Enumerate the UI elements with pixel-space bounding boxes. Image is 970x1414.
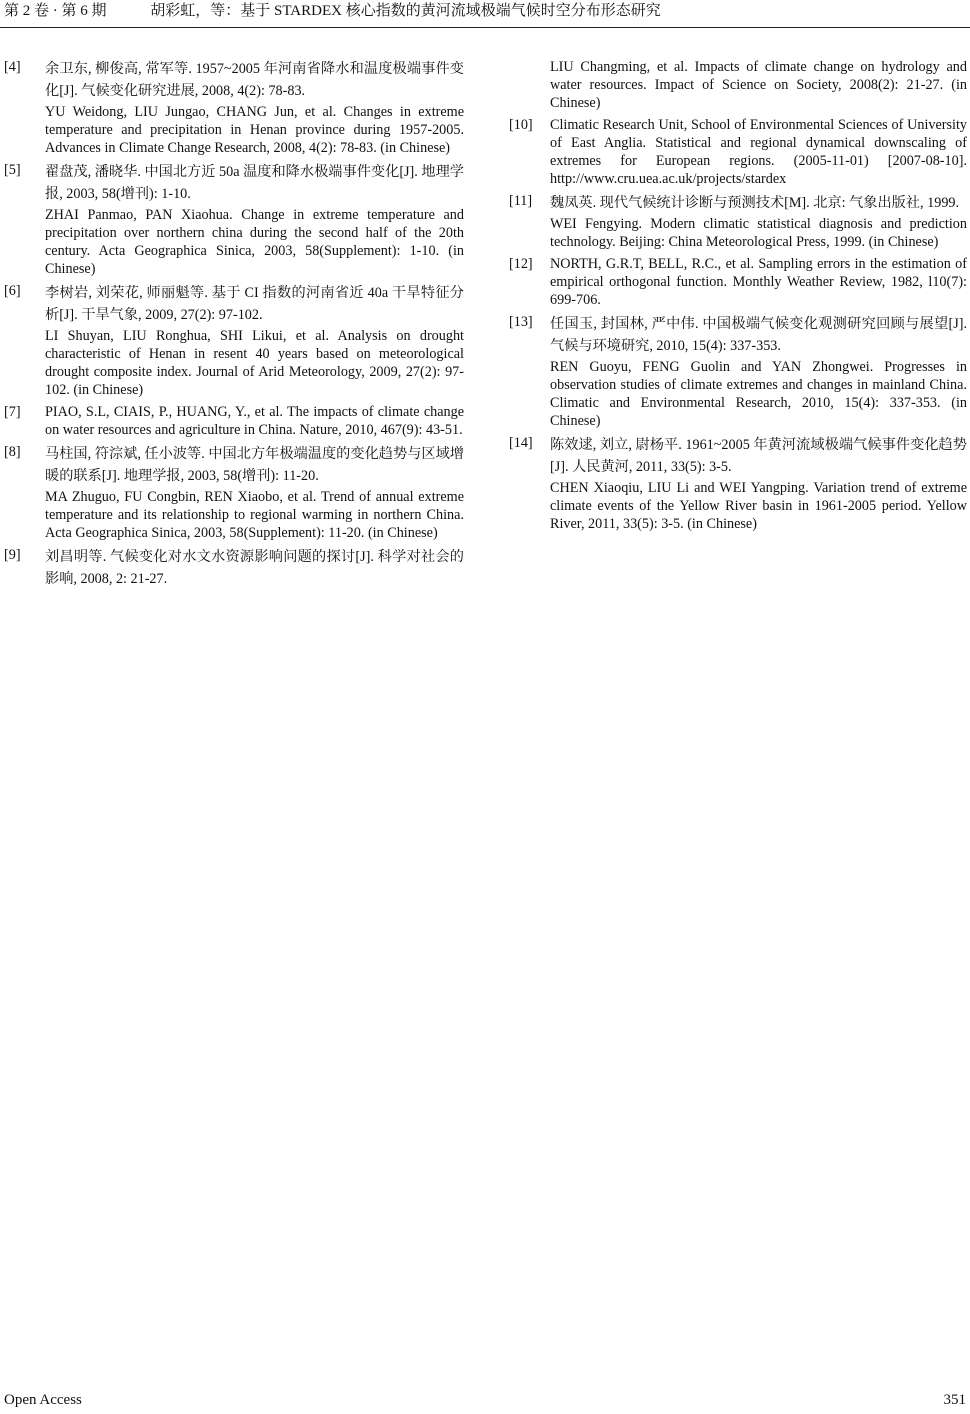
reference-chinese: 任国玉, 封国林, 严中伟. 中国极端气候变化观测研究回顾与展望[J]. 气候与环境研究, 2010, 15(4): 337-353. xyxy=(550,316,967,354)
reference-number: [10] xyxy=(509,117,533,133)
reference-english: PIAO, S.L, CIAIS, P., HUANG, Y., et al. The impacts of climate change on water resources and agriculture in China. Nature, 2010, 467(9): 43-51. xyxy=(45,404,464,438)
reference-number: [12] xyxy=(509,256,533,272)
running-header xyxy=(0,0,970,28)
reference-column-right xyxy=(509,58,967,537)
reference-number: [13] xyxy=(509,314,533,330)
open-access-label: Open Access xyxy=(4,1392,82,1408)
page-number: 351 xyxy=(943,1392,966,1408)
reference-english: Climatic Research Unit, School of Environmental Sciences of University of East Anglia. Statistical and regional dynamical downscaling of extremes for European regions. (2005-11-01) [2007-08-10]. http://www.cru.uea.ac.uk/projects/stardex xyxy=(550,117,967,187)
reference-english: NORTH, G.R.T, BELL, R.C., et al. Sampling errors in the estimation of empirical orthogonal function. Monthly Weather Review, 1982, l10(7): 699-706. xyxy=(550,256,967,308)
reference-number: [5] xyxy=(4,162,21,178)
reference-chinese: 李树岩, 刘荣花, 师丽魁等. 基于 CI 指数的河南省近 40a 干旱特征分析[J]. 干旱气象, 2009, 27(2): 97-102. xyxy=(45,285,464,323)
reference-item xyxy=(4,282,464,399)
reference-chinese: 马柱国, 符淙斌, 任小波等. 中国北方年极端温度的变化趋势与区域增暖的联系[J]. 地理学报, 2003, 58(增刊): 11-20. xyxy=(45,446,464,484)
reference-continuation xyxy=(509,58,967,112)
reference-chinese: 魏凤英. 现代气候统计诊断与预测技术[M]. 北京: 气象出版社, 1999. xyxy=(550,195,960,211)
page-footer xyxy=(4,1392,966,1412)
reference-chinese: 刘昌明等. 气候变化对水文水资源影响问题的探讨[J]. 科学对社会的影响, 2008, 2: 21-27. xyxy=(45,549,464,587)
reference-item xyxy=(4,403,464,439)
journal-volume-issue: 第 2 卷 · 第 6 期 xyxy=(4,3,107,19)
reference-english: LI Shuyan, LIU Ronghua, SHI Likui, et al. Analysis on drought characteristic of Henan in resent 40 years based on meteorological drought composite index. Journal of Arid Meteorology, 2009, 27(2): 97-102. (in Chinese) xyxy=(45,328,464,398)
reference-number: [6] xyxy=(4,283,21,299)
reference-chinese: 翟盘茂, 潘晓华. 中国北方近 50a 温度和降水极端事件变化[J]. 地理学报, 2003, 58(增刊): 1-10. xyxy=(45,164,464,202)
reference-item xyxy=(509,192,967,251)
reference-item xyxy=(509,313,967,430)
reference-number: [11] xyxy=(509,193,533,209)
reference-item xyxy=(4,443,464,542)
reference-number: [4] xyxy=(4,59,21,75)
reference-number: [9] xyxy=(4,547,21,563)
reference-english: YU Weidong, LIU Jungao, CHANG Jun, et al. Changes in extreme temperature and precipitation in Henan province during 1957-2005. Advances in Climate Change Research, 2008, 4(2): 78-83. (in Chinese) xyxy=(45,104,464,156)
reference-english: WEI Fengying. Modern climatic statistical diagnosis and prediction technology. Beijing: China Meteorological Press, 1999. (in Chinese) xyxy=(550,216,967,250)
reference-item xyxy=(509,255,967,309)
reference-english: LIU Changming, et al. Impacts of climate change on hydrology and water resources. Impact of Science on Society, 2008(2): 21-27. (in Chinese) xyxy=(550,59,967,111)
running-title: 胡彩虹，等：基于 STARDEX 核心指数的黄河流域极端气候时空分布形态研究 xyxy=(150,3,661,19)
reference-item xyxy=(4,546,464,590)
reference-column-left xyxy=(4,58,464,594)
reference-item xyxy=(4,161,464,278)
reference-chinese: 余卫东, 柳俊高, 常军等. 1957~2005 年河南省降水和温度极端事件变化[J]. 气候变化研究进展, 2008, 4(2): 78-83. xyxy=(45,61,464,99)
reference-item xyxy=(509,116,967,188)
reference-number: [8] xyxy=(4,444,21,460)
reference-number: [7] xyxy=(4,404,21,420)
reference-number: [14] xyxy=(509,435,533,451)
reference-item xyxy=(4,58,464,157)
reference-english: REN Guoyu, FENG Guolin and YAN Zhongwei. Progresses in observation studies of climate extremes and changes in mainland China. Climatic and Environmental Research, 2010, 15(4): 337-353. (in Chinese) xyxy=(550,359,967,429)
reference-chinese: 陈效逑, 刘立, 尉杨平. 1961~2005 年黄河流域极端气候事件变化趋势[J]. 人民黄河, 2011, 33(5): 3-5. xyxy=(550,437,967,475)
reference-english: ZHAI Panmao, PAN Xiaohua. Change in extreme temperature and precipitation over northern china during the second half of the 20th century. Acta Geographica Sinica, 2003, 58(Supplement): 1-10. (in Chinese) xyxy=(45,207,464,277)
reference-english: CHEN Xiaoqiu, LIU Li and WEI Yangping. Variation trend of extreme climate events of the Yellow River basin in 1961-2005 period. Yellow River, 2011, 33(5): 3-5. (in Chinese) xyxy=(550,480,967,532)
reference-item xyxy=(509,434,967,533)
reference-english: MA Zhuguo, FU Congbin, REN Xiaobo, et al. Trend of annual extreme temperature and its relationship to regional warming in northern China. Acta Geographica Sinica, 2003, 58(Supplement): 11-20. (in Chinese) xyxy=(45,489,464,541)
